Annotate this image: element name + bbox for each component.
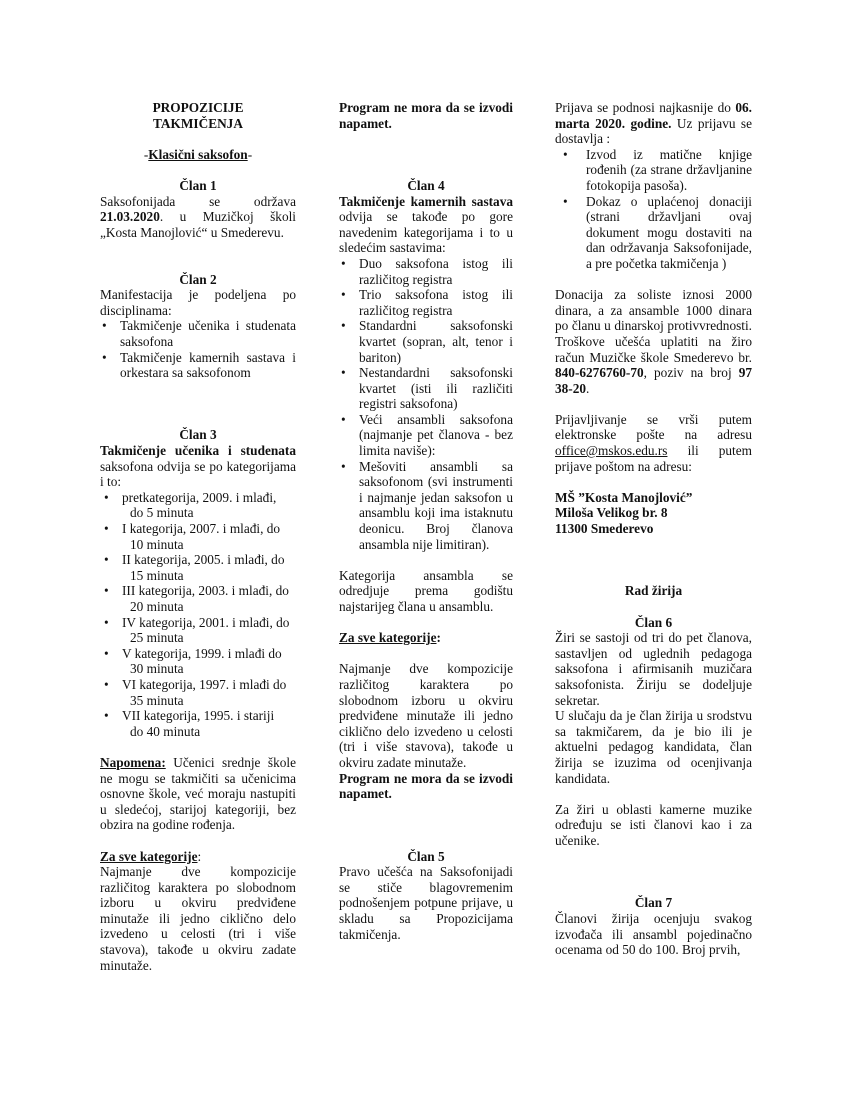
all-categories-text: Najmanje dve kompozicije različitog karaktera po slobodnom izboru u okviru predviđene minutaže ili jedno ciklično delo izvedeno u celosti (tri i više stavova), takođe u okviru zadate minutaže.: [100, 864, 296, 973]
list-item: [100, 583, 296, 614]
category-duration: 20 minuta: [130, 599, 184, 615]
note-label: Napomena:: [100, 754, 166, 770]
list-item: [100, 615, 296, 646]
clan4-lead-rest: odvija se takođe po gore navedenim kategorijama i to u sledećim sastavima:: [339, 209, 513, 256]
category-duration: 30 minuta: [130, 661, 184, 677]
address-line-1: MŠ ”Kosta Manojlović”: [555, 489, 693, 505]
deadline-text-a: Prijava se podnosi najkasnije do: [555, 100, 736, 115]
donation-paragraph: [555, 287, 752, 396]
category-line: VII kategorija, 1995. i stariji: [122, 708, 275, 724]
list-item: • Takmičenje učenika i studenata saksofona: [100, 318, 296, 349]
donation-text-b: , poziv na broj: [643, 365, 739, 381]
program-note-top: Program ne mora da se izvodi napamet.: [339, 100, 513, 131]
list-item: • Trio saksofona istog ili različitog registra: [339, 287, 513, 318]
event-date: 21.03.2020: [100, 209, 160, 225]
category-duration: 25 minuta: [130, 630, 184, 646]
all-categories-label: [100, 849, 296, 865]
clan5-text: Pravo učešća na Saksofonijadi se stiče blagovremenim podnošenjem potpune prijave, u skladu sa Propozicijama takmičenja.: [339, 864, 513, 942]
list-item: • Dokaz o uplaćenoj donaciji (strani državljani ovaj dokument mogu dostaviti na dan održavanja Saksofonijade, a pre početka takmičenja ): [555, 194, 752, 272]
donation-text-c: .: [586, 380, 590, 396]
category-line: V kategorija, 1999. i mlađi do: [122, 645, 282, 661]
list-item: [100, 677, 296, 708]
clan7-heading: Član 7: [634, 895, 673, 911]
deadline-text-b: Uz prijavu se dostavlja :: [555, 115, 753, 147]
donation-text-a: Donacija za soliste iznosi 2000 dinara, a za ansamble 1000 dinara po članu u dinarskoj protivvrednosti. Troškove učešća uplatiti na žiro račun Muzičke škole Smederevo br.: [555, 287, 752, 365]
required-documents-list: [555, 147, 752, 272]
list-item: • Mešoviti ansambli sa saksofonom (svi instrumenti i najmanje jedan saksofon u ansamblu koji ima istaknutu deonicu. Broj članova ansambla nije limitiran).: [339, 459, 513, 553]
list-item: • Takmičenje kamernih sastava i orkestara sa saksofonom: [100, 350, 296, 381]
application-paragraph: [555, 412, 752, 474]
all-categories-text-2: Najmanje dve kompozicije različitog karaktera po slobodnom izboru u okviru predviđene minutaže ili jedno ciklično delo izvedeno u celosti (tri i više stavova), takođe u okviru zadate minutaže.: [339, 661, 513, 770]
list-item: [100, 646, 296, 677]
title-line-1: PROPOZICIJE: [152, 100, 244, 115]
column-2: [339, 100, 513, 942]
list-item: • Izvod iz matične knjige rođenih (za strane državljanine fotokopija pasoša).: [555, 147, 752, 194]
category-line: IV kategorija, 2001. i mlađi, do: [122, 614, 290, 630]
clan6-heading: Član 6: [634, 614, 673, 630]
clan1-text-a: Saksofonijada se održava: [100, 193, 296, 209]
category-duration: do 40 minuta: [130, 723, 201, 739]
deadline-date: 06. marta 2020. godine.: [555, 100, 752, 131]
category-duration: do 5 minuta: [130, 505, 194, 521]
note-paragraph: [100, 755, 296, 833]
clan3-lead-rest: saksofona odvija se po kategorijama i to:: [100, 458, 296, 490]
all-categories-label-text: Za sve kategorije: [339, 630, 437, 646]
clan4-lead: Takmičenje kamernih sastava: [339, 193, 513, 209]
colon: :: [197, 848, 202, 864]
categories-list: [100, 490, 296, 740]
ensembles-list: [339, 256, 513, 552]
category-line: I kategorija, 2007. i mlađi, do: [122, 521, 281, 537]
clan7-text: Članovi žirija ocenjuju svakog izvođača ili ansambl pojedinačno ocenama od 50 do 100. Broj prvih,: [555, 910, 752, 958]
clan1-heading: Član 1: [179, 177, 217, 193]
clan4-heading: Član 4: [407, 177, 445, 193]
program-note: Program ne mora da se izvodi napamet.: [339, 770, 513, 802]
note-text: Učenici srednje škole ne mogu se takmičiti sa učenicima osnovne škole, već moraju nastupiti u sledećoj, starijoj kategoriji, bez obzira na godine rođenja.: [100, 754, 296, 833]
subtitle-suffix: -: [247, 146, 253, 162]
document-title: [100, 100, 296, 131]
category-line: VI kategorija, 1997. i mlađi do: [122, 676, 287, 692]
subtitle-prefix: -: [143, 146, 149, 162]
list-item: • Duo saksofona istog ili različitog registra: [339, 256, 513, 287]
clan6-p3: Za žiri u oblasti kamerne muzike određuju se isti članovi kao i za učenike.: [555, 801, 752, 848]
clan2-intro: Manifestacija je podeljena po disciplinama:: [100, 287, 296, 318]
list-item: [100, 552, 296, 583]
apply-text-a: Prijavljivanje se vrši putem elektronske pošte na adresu: [555, 411, 752, 443]
clan1-text: [100, 194, 296, 241]
clan2-heading: Član 2: [179, 271, 217, 287]
jury-section-title: Rad žirija: [624, 583, 683, 599]
column-1: [100, 100, 296, 973]
bank-account: 840-6276760-70: [555, 365, 644, 381]
address-line-3: 11300 Smederevo: [555, 521, 654, 537]
clan4-intro: [339, 194, 513, 256]
all-categories-label-text: Za sve kategorije: [100, 848, 198, 864]
category-duration: 15 minuta: [130, 567, 184, 583]
all-categories-label-2: [339, 630, 513, 646]
list-item: [100, 490, 296, 521]
list-item: [100, 708, 296, 739]
deadline-paragraph: [555, 100, 752, 147]
clan6-p2: U slučaju da je član žirija u srodstvu sa takmičarem, da je bio ili je aktuelni pedagog kandidata, član žirija se izuzima od ocenjivanja kandidata.: [555, 708, 752, 786]
ensemble-category-note: Kategorija ansambla se odredjuje prema godištu najstarijeg člana u ansamblu.: [339, 567, 513, 615]
apply-text-b: ili putem prijave poštom na adresu:: [555, 443, 752, 474]
clan3-intro: [100, 443, 296, 490]
payment-reference: 97 38-20: [555, 365, 752, 396]
category-line: II kategorija, 2005. i mlađi, do: [122, 552, 285, 568]
disciplines-list: [100, 318, 296, 380]
column-3: [555, 100, 752, 958]
email-link[interactable]: office@mskos.edu.rs: [555, 443, 668, 459]
list-item: • Veći ansambli saksofona (najmanje pet članova - bez limita naviše):: [339, 412, 513, 459]
category-line: III kategorija, 2003. i mlađi, do: [122, 583, 289, 599]
clan5-heading: Član 5: [407, 848, 445, 864]
address-line-2: Miloša Velikog br. 8: [555, 505, 668, 521]
subtitle-text: Klasični saksofon: [148, 146, 248, 162]
category-line: pretkategorija, 2009. i mlađi,: [122, 489, 277, 505]
list-item: • Nestandardni saksofonski kvartet (isti ili različiti registri saksofona): [339, 365, 513, 412]
clan1-text-b: . u Muzičkoj školi „Kosta Manojlović“ u Smederevu.: [100, 209, 296, 240]
category-duration: 35 minuta: [130, 692, 184, 708]
clan3-lead: Takmičenje učenika i studenata: [100, 443, 296, 459]
clan6-p1: Žiri se sastoji od tri do pet članova, sastavljen od uglednih pedagoga saksofona i afirmisanih muzičara saksofonista. Žiriju se dodeljuje sekretar.: [555, 630, 752, 708]
category-duration: 10 minuta: [130, 536, 184, 552]
clan3-heading: Član 3: [179, 427, 217, 443]
postal-address: [555, 490, 752, 537]
list-item: • Standardni saksofonski kvartet (sopran, alt, tenor i bariton): [339, 318, 513, 365]
colon: :: [436, 630, 441, 646]
title-line-2: TAKMIČENJA: [153, 115, 243, 131]
document-subtitle: [100, 147, 296, 163]
list-item: [100, 521, 296, 552]
